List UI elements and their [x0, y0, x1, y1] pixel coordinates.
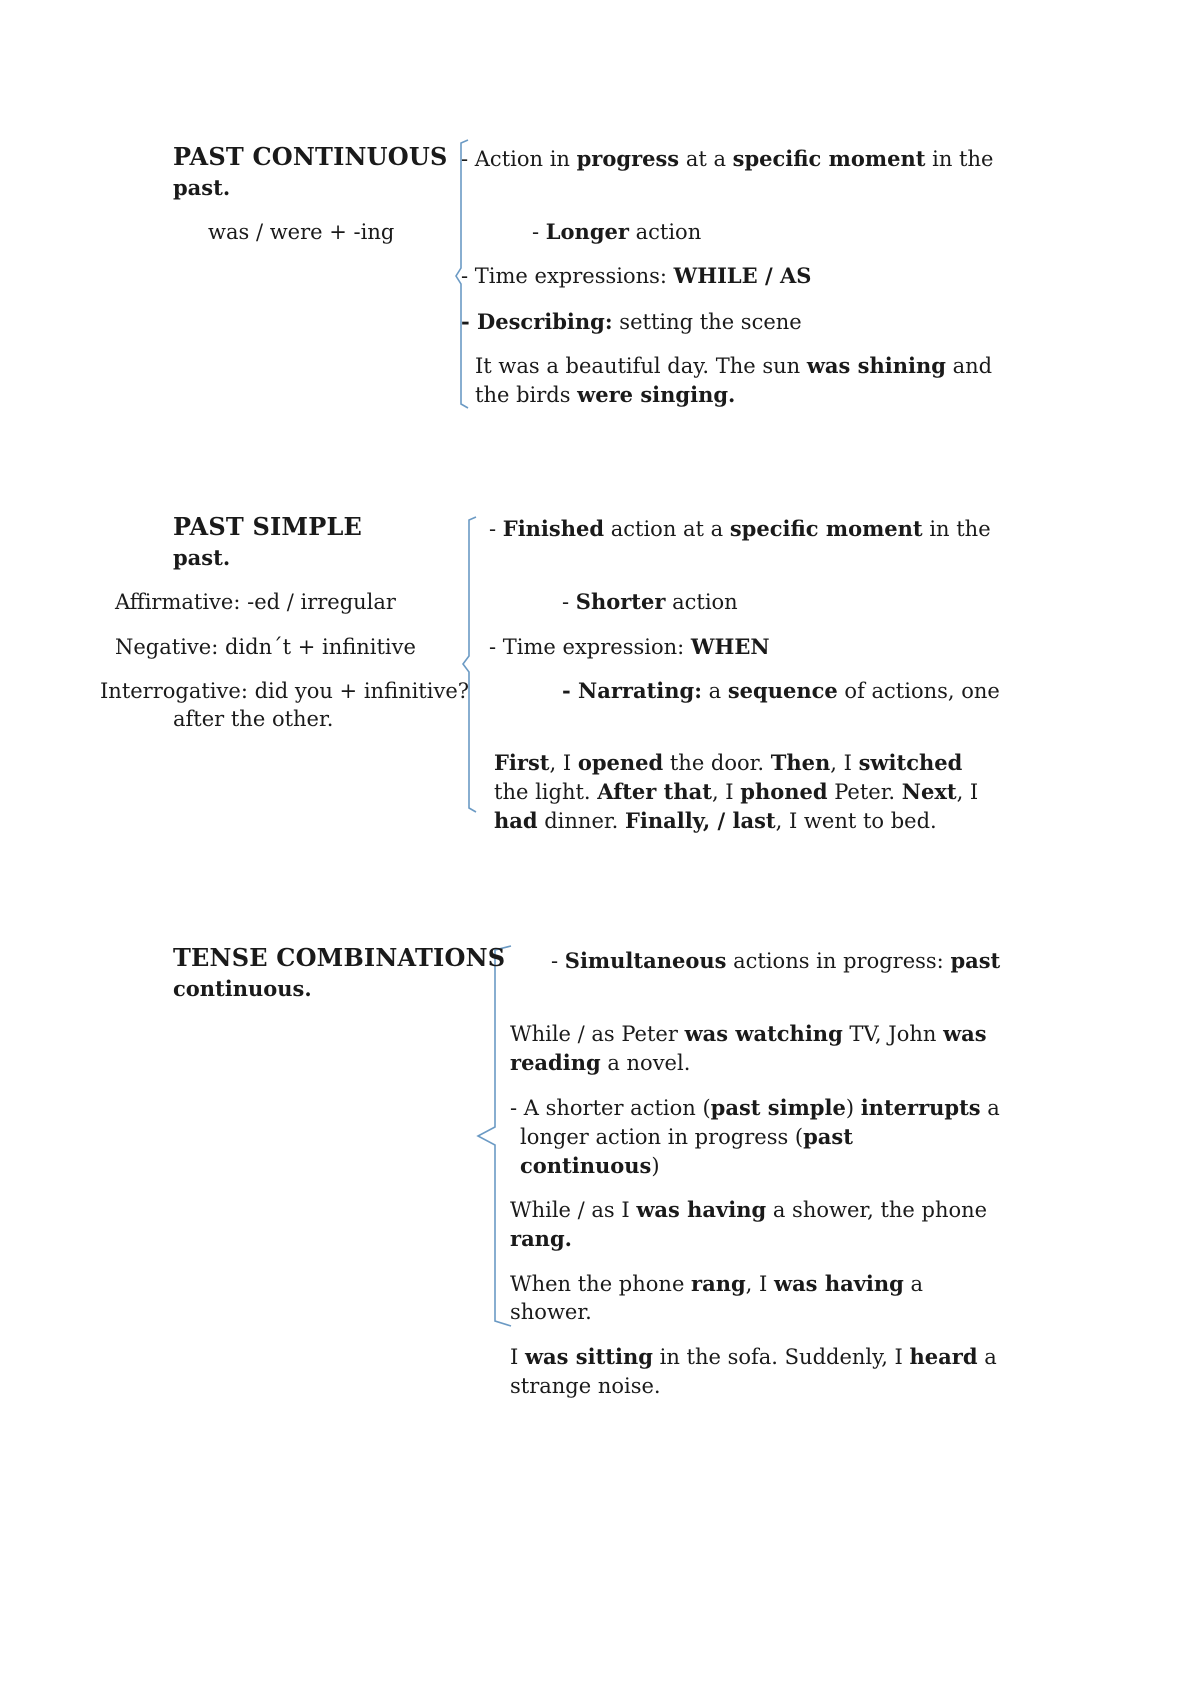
text: I [510, 1345, 525, 1369]
rule-line [532, 218, 701, 246]
text: setting the scene [612, 310, 802, 334]
tense-combinations-title-cont: continuous. [173, 976, 312, 1001]
negative-form: Negative: didn´t + infinitive [115, 635, 416, 659]
bold-text: - Narrating: [562, 678, 702, 703]
tense-combinations-title: TENSE COMBINATIONS [173, 943, 506, 972]
bold-text: Simultaneous [564, 948, 727, 973]
rule-line [461, 145, 993, 173]
text: a [701, 679, 728, 703]
text: action at a [604, 517, 730, 541]
text: , I [745, 1272, 774, 1296]
text: - [562, 590, 576, 614]
after-the-other-text: after the other. [173, 707, 334, 731]
past-simple-title-cont: past. [173, 545, 231, 570]
bold-text: interrupts [860, 1095, 981, 1120]
past-continuous-title-cont: past. [173, 175, 231, 200]
bold-text: - Describing: [461, 309, 613, 334]
text: ) [845, 1096, 861, 1120]
bold-text: were singing. [577, 382, 736, 407]
example-line [494, 778, 978, 806]
bold-text: heard [909, 1344, 978, 1369]
text: ) [651, 1154, 660, 1178]
bold-text: was sitting [524, 1344, 653, 1369]
bold-text: had [494, 808, 538, 833]
bold-text: switched [858, 750, 963, 775]
text: , I [549, 751, 578, 775]
text: When the phone [510, 1272, 692, 1296]
past-continuous-title: PAST CONTINUOUS [173, 142, 448, 171]
text: While / as I [510, 1198, 637, 1222]
text: a novel. [600, 1051, 691, 1075]
bold-text: Then [770, 750, 831, 775]
example-line [510, 1298, 592, 1326]
text: While / as Peter [510, 1022, 685, 1046]
bold-text: Shorter [575, 589, 666, 614]
text: the light. [494, 780, 598, 804]
rule-line [489, 515, 991, 543]
text: dinner. [537, 809, 625, 833]
text: of actions, one [837, 679, 1000, 703]
text: Peter. [827, 780, 902, 804]
text: the door. [663, 751, 771, 775]
text: a shower, the phone [766, 1198, 988, 1222]
example-line [494, 749, 962, 777]
bold-text: Finally, / last [624, 808, 776, 833]
text: - [489, 517, 503, 541]
text: in the [925, 147, 994, 171]
bold-text: was having [774, 1271, 904, 1296]
text: and [945, 354, 993, 378]
bold-text: First [494, 750, 550, 775]
bold-text: specific moment [729, 516, 923, 541]
rule-line [520, 1152, 660, 1180]
bold-text: past [950, 948, 1001, 973]
rule-line [520, 1123, 853, 1151]
text: shower. [510, 1300, 592, 1324]
bold-text: specific moment [732, 146, 926, 171]
bold-text: sequence [727, 678, 838, 703]
text: actions in progress: [726, 949, 951, 973]
text: in the [922, 517, 991, 541]
bold-text: Longer [545, 219, 629, 244]
bold-text: WHILE / AS [673, 263, 812, 288]
bold-text: was [943, 1021, 987, 1046]
text: , I went to bed. [775, 809, 937, 833]
interrogative-form: Interrogative: did you + infinitive? [100, 679, 470, 703]
text: - [532, 220, 546, 244]
text: a [977, 1345, 997, 1369]
bold-text: WHEN [690, 634, 770, 659]
rule-line [489, 633, 770, 661]
text: , I [956, 780, 979, 804]
bold-text: was shining [806, 353, 946, 378]
bold-text: continuous [520, 1153, 652, 1178]
text: , I [711, 780, 741, 804]
text: a [980, 1096, 1000, 1120]
text: - A shorter action ( [510, 1096, 711, 1120]
rule-line [562, 677, 1000, 705]
text: strange noise. [510, 1374, 661, 1398]
bold-text: past simple [710, 1095, 846, 1120]
example-line [494, 807, 937, 835]
text: It was a beautiful day. The sun [475, 354, 807, 378]
text: , I [830, 751, 859, 775]
text: the birds [475, 383, 578, 407]
rule-line [562, 588, 738, 616]
text: - [551, 949, 565, 973]
bold-text: past [803, 1124, 853, 1149]
text: action [665, 590, 738, 614]
bold-text: Next [901, 779, 957, 804]
text: - Action in [461, 147, 577, 171]
example-line [510, 1049, 690, 1077]
bold-text: was watching [684, 1021, 843, 1046]
bold-text: progress [576, 146, 680, 171]
example-line [475, 352, 992, 380]
affirmative-form: Affirmative: -ed / irregular [115, 590, 396, 614]
bold-text: rang [691, 1271, 746, 1296]
bold-text: rang. [510, 1226, 572, 1251]
example-line [475, 381, 735, 409]
text: - Time expressions: [461, 264, 674, 288]
bold-text: Finished [502, 516, 605, 541]
text: a [903, 1272, 924, 1296]
past-simple-title: PAST SIMPLE [173, 512, 363, 541]
text: action [628, 220, 702, 244]
past-continuous-form: was / were + -ing [208, 220, 395, 244]
example-line [510, 1270, 923, 1298]
bold-text: was having [636, 1197, 767, 1222]
bold-text: phoned [740, 779, 828, 804]
example-line [510, 1196, 987, 1224]
rule-line [461, 262, 811, 290]
example-line [510, 1372, 661, 1400]
rule-line [551, 947, 1000, 975]
rule-line [461, 308, 802, 336]
text: longer action in progress ( [520, 1125, 804, 1149]
text: at a [679, 147, 733, 171]
rule-line [510, 1094, 1000, 1122]
text: - Time expression: [489, 635, 691, 659]
bold-text: opened [577, 750, 664, 775]
bold-text: reading [510, 1050, 601, 1075]
text: TV, John [842, 1022, 944, 1046]
example-line [510, 1225, 572, 1253]
example-line [510, 1343, 997, 1371]
example-line [510, 1020, 987, 1048]
bold-text: After that [597, 779, 712, 804]
text: in the sofa. Suddenly, I [652, 1345, 910, 1369]
